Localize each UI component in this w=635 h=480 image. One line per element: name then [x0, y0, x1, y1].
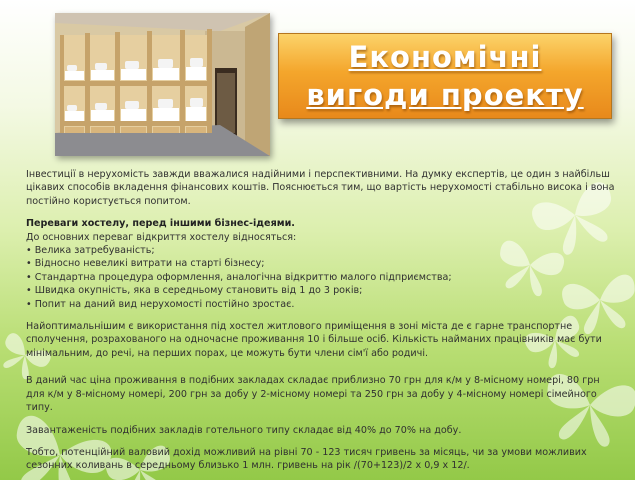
advantage-item: • Відносно невеликі витрати на старті бізнесу; — [26, 258, 265, 270]
advantage-item: • Велика затребуваність; — [26, 245, 155, 257]
title-banner — [278, 33, 612, 119]
occupancy-paragraph: Завантаженість подібних закладів готельного типу складає від 40% до 70% на добу. — [26, 424, 462, 436]
income-paragraph: Тобто, потенційний валовий дохід можливий на рівні 70 - 123 тисяч гривень за місяць, чи за умови можливих сезонних коливань в середньому близько 1 млн. гривень на рік /(70+123)/2 х 0,9 х 12/. — [26, 446, 587, 472]
prices-paragraph: В даний час ціна проживання в подібних закладах складає приблизно 70 грн для к/м у 8-місному номері, 80 грн для к/м у 8-місному номері, 200 грн за добу у 2-місному номері та 250 грн за добу у 4-місному номері сімейного типу. — [26, 375, 600, 414]
advantages-intro: До основних переваг відкриття хостелу відносяться: — [26, 231, 297, 243]
advantage-item: • Попит на даний вид нерухомості постійно зростає. — [26, 298, 295, 310]
hostel-capsule-beds-photo — [55, 13, 270, 156]
advantages-heading: Переваги хостелу, перед іншими бізнес-ідеями. — [26, 218, 295, 230]
title-line-2: вигоди проекту — [306, 78, 584, 112]
optimal-paragraph: Найоптимальнішим є використання під хостел житлового приміщення в зоні міста де є гарне транспортне сполучення, розрахованого на одночасне проживання 10 і більше осіб. Кількість найманих працівників має бути мінімальним, до речі, на перших порах, це можуть бути члени сім'ї або родичі. — [26, 321, 602, 359]
title-line-1: Економічні — [348, 40, 542, 74]
advantage-item: • Стандартна процедура оформлення, аналогічна відкриттю малого підприємства; — [26, 271, 452, 283]
content-body — [26, 168, 618, 473]
advantage-item: • Швидка окупність, яка в середньому становить від 1 до 3 років; — [26, 285, 363, 297]
intro-paragraph: Інвестиції в нерухомість завжди вважалися надійними і перспективними. На думку експертів, це один з найбільш цікавих способів вкладення фінансових коштів. Пояснюється тим, що вартість нерухомості стабільно висока і вона постійно користується попитом. — [26, 169, 615, 207]
